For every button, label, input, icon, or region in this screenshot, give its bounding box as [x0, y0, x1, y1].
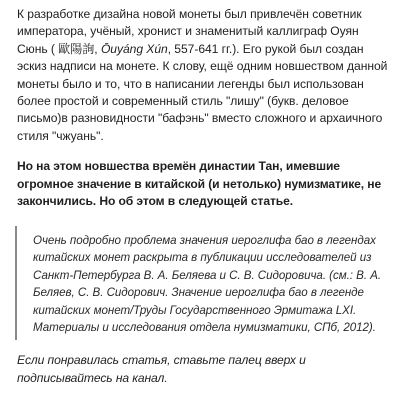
intro-paragraph [17, 6, 388, 145]
intro-romanization: Ōuyáng Xún [100, 41, 168, 56]
intro-text-end: , 557-641 гг.). Его рукой был создан эскиз надписи на монете. К слову, ещё одним новшеством данной монеты было и то, что в написании легенды был использован более простой и современный стиль "лишу" (букв. деловое письмо)в разновидности "бафэнь" вместо сложного и архаичного стиля "чжуань". [17, 41, 388, 143]
bold-paragraph: Но на этом новшества времён династии Тан, имевшие огромное значение в китайской (и нетолько) нумизматике, не закончились. Но об этом в следующей статье. [17, 159, 382, 209]
subscribe-call-to-action: Если понравилась статья, ставьте палец вверх и подписывайтесь на канал. [17, 353, 306, 385]
intro-text-start: К разработке дизайна новой монеты был привлечён советник императора, учёный, хронист и знаменитый каллиграф Оуян Сюнь ( 歐陽詢, [17, 7, 362, 56]
blockquote [15, 226, 388, 340]
quote-text: Очень подробно проблема значения иероглифа бао в легендах китайских монет раскрыта в публикации исследователей из Санкт-Петербурга В. А. Беляева и С. В. Сидоровича. (см.: В. А. Беляев, С. В. Сидорович. Значение иероглифа бао в легенде китайских монет/Труды Государственного Эрмитажа LXI. Материалы и исследования отдела нумизматики, СПб, 2012). [33, 234, 382, 335]
